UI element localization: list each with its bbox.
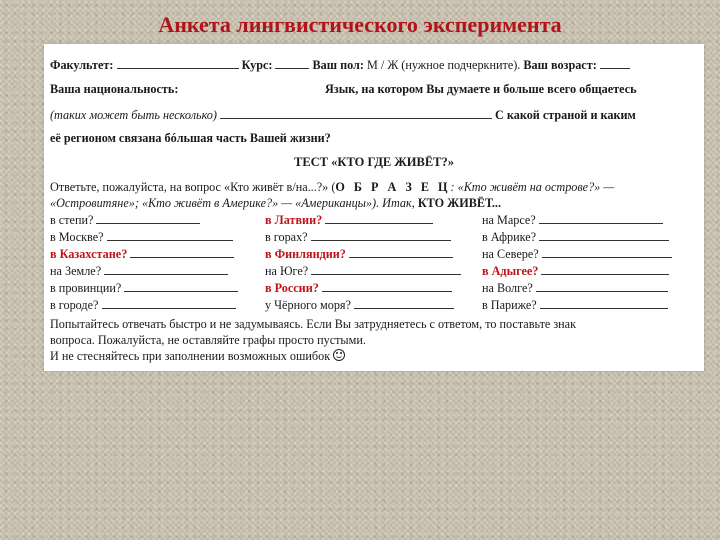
age-label: Ваш возраст: <box>523 58 597 72</box>
answer-blank[interactable] <box>542 246 672 258</box>
answer-item-finlyandii: в Финляндии? <box>265 246 453 261</box>
questionnaire-document <box>44 44 704 371</box>
answer-blank[interactable] <box>130 246 234 258</box>
answer-blank[interactable] <box>104 263 228 275</box>
answer-blank[interactable] <box>354 297 454 309</box>
obrazec-label: О Б Р А З Е Ц <box>335 180 451 194</box>
answer-blank[interactable] <box>536 280 668 292</box>
page-title: Анкета лингвистического эксперимента <box>158 12 562 37</box>
answer-item-stepi: в степи? <box>50 212 200 227</box>
language-blank[interactable] <box>220 107 492 119</box>
smiley-icon <box>333 349 345 361</box>
course-label: Курс: <box>241 58 273 72</box>
answer-blank[interactable] <box>539 229 669 241</box>
answer-item-provintsii: в провинции? <box>50 280 238 295</box>
answer-blank[interactable] <box>540 297 668 309</box>
sex-options: М / Ж (нужное подчеркните). <box>367 58 521 72</box>
age-blank[interactable] <box>600 57 630 69</box>
answer-item-gorakh: в горах? <box>265 229 451 244</box>
country-question-a: С какой страной и каким <box>495 108 636 122</box>
language-question: Язык, на котором Вы думаете и больше всего общаетесь <box>325 82 637 96</box>
answer-blank[interactable] <box>325 212 433 224</box>
outro-line-1: Попытайтесь отвечать быстро и не задумываясь. Если Вы затрудняетесь с ответом, то поставьте знак <box>50 317 577 331</box>
test-heading: ТЕСТ «КТО ГДЕ ЖИВЁТ?» <box>293 155 454 169</box>
answer-item-severe: на Севере? <box>482 246 672 261</box>
answer-blank[interactable] <box>107 229 233 241</box>
answer-blank[interactable] <box>102 297 236 309</box>
answer-blank[interactable] <box>349 246 453 258</box>
answer-item-kazakhstane: в Казахстане? <box>50 246 234 261</box>
form-row-3 <box>50 107 636 122</box>
form-row-2 <box>50 82 178 96</box>
sex-label: Ваш пол: <box>312 58 364 72</box>
answer-item-marse: на Марсе? <box>482 212 663 227</box>
form-row-1 <box>50 57 630 72</box>
answer-item-zemle: на Земле? <box>50 263 228 278</box>
answer-item-chernogo-morya: у Чёрного моря? <box>265 297 454 312</box>
faculty-blank[interactable] <box>117 57 239 69</box>
answer-blank[interactable] <box>541 263 669 275</box>
answer-blank[interactable] <box>539 212 663 224</box>
test-instructions-2: «Островитяне»; «Кто живёт в Америке?» — «Американцы»). Итак, КТО ЖИВЁТ... <box>50 196 501 210</box>
outro-line-3: И не стесняйтесь при заполнении возможных ошибок <box>50 349 345 363</box>
language-note: (таких может быть несколько) <box>50 108 217 122</box>
answer-item-latvii: в Латвии? <box>265 212 433 227</box>
country-question-b: её регионом связана бóльшая часть Вашей жизни? <box>50 131 331 145</box>
answer-blank[interactable] <box>322 280 452 292</box>
form-row-4 <box>50 131 331 145</box>
answer-item-afrike: в Африке? <box>482 229 669 244</box>
answer-item-yuge: на Юге? <box>265 263 461 278</box>
answer-blank[interactable] <box>311 263 461 275</box>
faculty-label: Факультет: <box>50 58 114 72</box>
answer-item-moskve: в Москве? <box>50 229 233 244</box>
answer-item-parizhe: в Париже? <box>482 297 668 312</box>
nationality-label: Ваша национальность: <box>50 82 179 96</box>
answer-blank[interactable] <box>124 280 238 292</box>
answer-item-gorode: в городе? <box>50 297 236 312</box>
answer-item-rossii: в России? <box>265 280 452 295</box>
outro-line-2: вопроса. Пожалуйста, не оставляйте графы просто пустыми. <box>50 333 366 347</box>
course-blank[interactable] <box>275 57 309 69</box>
answer-blank[interactable] <box>96 212 200 224</box>
answer-blank[interactable] <box>311 229 451 241</box>
test-instructions-1: Ответьте, пожалуйста, на вопрос «Кто живёт в/на...?» (О Б Р А З Е Ц: «Кто живёт на острове?» — <box>50 180 615 194</box>
answer-item-volge: на Волге? <box>482 280 668 295</box>
answer-item-adygee: в Адыгее? <box>482 263 669 278</box>
